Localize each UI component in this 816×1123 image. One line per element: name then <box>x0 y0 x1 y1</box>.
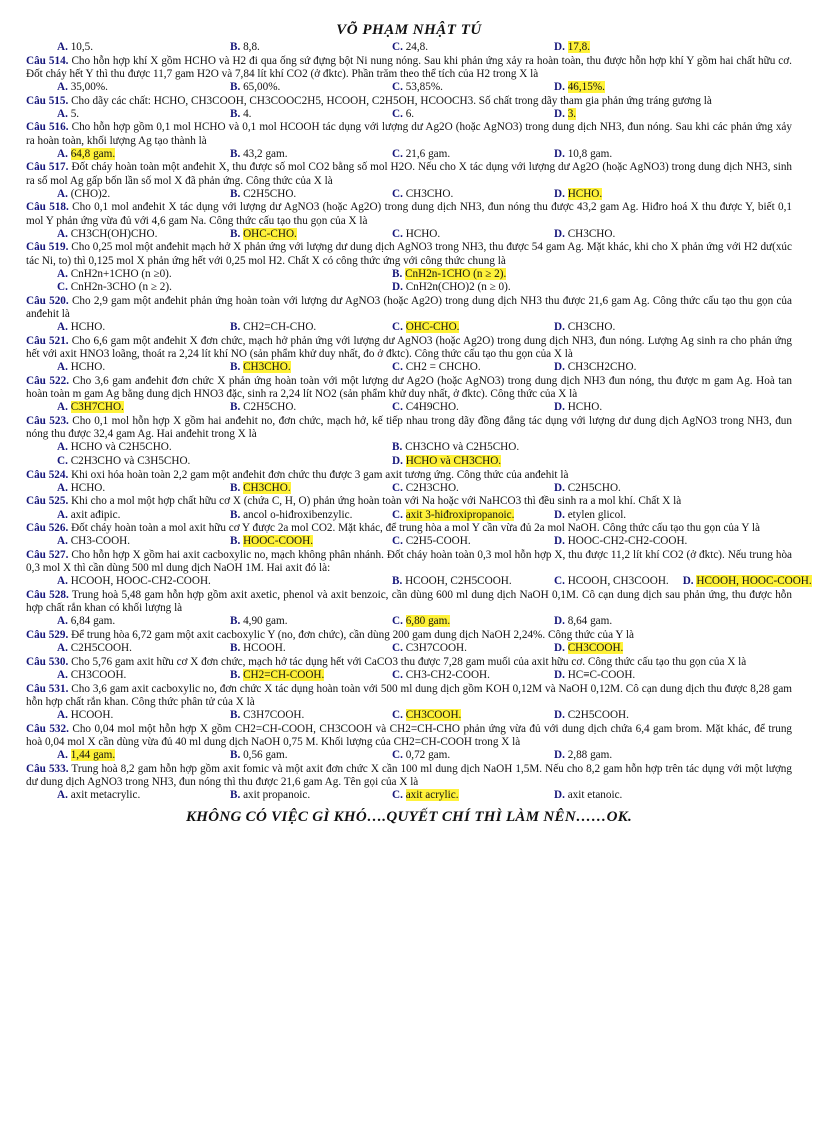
options-row <box>26 615 792 629</box>
option-d: D. C2H5COOH. <box>554 708 629 721</box>
options-row <box>26 321 792 335</box>
option-d: D. 10,8 gam. <box>554 147 613 160</box>
question-text: Cho 0,1 mol anđehit X tác dụng với lượng dư AgNO3 (hoặc Ag2O) trong dung dịch NH3, đun nóng thu được 43,2 gam Ag. Hiđro hoá X thu được Y, biết 0,1 mol Y phản ứng vừa đủ với 4,6 gam Na. Công thức cấu tạo thu gọn của X là <box>26 201 793 227</box>
question-number: Câu 517. <box>26 161 69 174</box>
option-c: C. axit acrylic. <box>392 788 459 801</box>
question-528 <box>26 589 792 615</box>
option-d: D. 17,8. <box>554 41 591 53</box>
option-d: D. 3. <box>554 107 577 120</box>
option-b: B. 8,8. <box>230 41 260 53</box>
option-c: C. axit 3-hiđroxipropanoic. <box>392 508 515 521</box>
option-c: C. CnH2n-3CHO (n ≥ 2). <box>57 281 172 294</box>
option-a: A. axit ađipic. <box>57 508 121 521</box>
option-b: B. 4. <box>230 107 252 120</box>
option-c: C. CH2 = CHCHO. <box>392 361 481 374</box>
option-c: C. C3H7COOH. <box>392 642 467 655</box>
option-d: D. 46,15%. <box>554 81 605 93</box>
options-row <box>26 108 792 122</box>
question-text: Cho 2,9 gam một anđehit phản ứng hoàn toàn với lượng dư AgNO3 (hoặc Ag2O) trong dung dịch NH3 thu được 21,6 gam Ag. Công thức cấu tạo thu gọn của anđehit là <box>26 294 792 321</box>
option-b: B. C2H5CHO. <box>230 401 297 414</box>
question-list <box>26 54 812 803</box>
option-d: D. CH3CHO. <box>554 321 616 334</box>
question-text: Đốt cháy hoàn toàn a mol axit hữu cơ Y được 2a mol CO2. Mặt khác, để trung hòa a mol Y cần vừa đủ 2a mol NaOH. Công thức cấu tạo thu gọn của Y là <box>71 522 760 535</box>
question-text: Cho 3,6 gam anđehit đơn chức X phản ứng hoàn toàn với một lượng dư Ag2O (hoặc AgNO3) trong dung dịch NH3 đun nóng, thu được m gam Ag. Hoà tan hoàn toàn m gam Ag bằng dung dịch HNO3 đặc, sinh ra 2,24 lít NO2 (sản phẩm khử duy nhất, ở đktc). Công thức của X là <box>26 374 792 401</box>
option-b: B. CH2=CH-COOH. <box>230 668 325 681</box>
question-text: Để trung hòa 6,72 gam một axit cacboxylic Y (no, đơn chức), cần dùng 200 gam dung dịch NaOH 2,24%. Công thức của Y là <box>71 628 634 641</box>
question-text: Cho hỗn hợp khí X gồm HCHO và H2 đi qua ống sứ đựng bột Ni nung nóng. Sau khi phản ứng xảy ra hoàn toàn, thu được hỗn hợp khí Y gồm hai chất hữu cơ. Đốt cháy hết Y thì thu được 11,7 gam H2O và 7,84 lít khí CO2 (ở đktc). Phần trăm theo thể tích của H2 trong X là <box>26 54 792 80</box>
question-533 <box>26 763 792 789</box>
question-number: Câu 530. <box>26 655 69 668</box>
options-row <box>26 148 792 162</box>
option-a: A. HCOOH, HOOC-CH2-COOH. <box>57 575 211 588</box>
options-row <box>26 81 792 95</box>
question-number: Câu 526. <box>26 522 69 535</box>
option-b: B. 4,90 gam. <box>230 615 288 628</box>
options-cd <box>554 575 812 589</box>
option-a: A. 35,00%. <box>57 81 108 93</box>
option-b: B. C2H5CHO. <box>230 187 297 200</box>
option-b: B. OHC-CHO. <box>230 227 297 240</box>
option-c: C. HCHO. <box>392 227 441 240</box>
option-b: B. CH2=CH-CHO. <box>230 321 317 334</box>
question-number: Câu 519. <box>26 241 69 254</box>
option-a: A. HCHO. <box>57 321 106 334</box>
option-c: C. C2H5-COOH. <box>392 535 471 548</box>
options-row <box>26 709 792 723</box>
option-b: B. 43,2 gam. <box>230 147 288 160</box>
question-number: Câu 533. <box>26 762 69 775</box>
question-522 <box>26 375 792 401</box>
options-row <box>26 441 792 455</box>
option-d: D. etylen glicol. <box>554 508 627 521</box>
options-row <box>26 401 792 415</box>
question-text: Khi oxi hóa hoàn toàn 2,2 gam một anđehit đơn chức thu được 3 gam axit tương ứng. Công thức của anđehit là <box>71 468 569 481</box>
option-c: C. C4H9CHO. <box>392 401 459 414</box>
option-a: A. axit metacrylic. <box>57 788 141 801</box>
option-c: C. HCOOH, CH3COOH. <box>554 575 669 588</box>
option-d: D. C2H5CHO. <box>554 481 621 494</box>
options-row <box>26 482 792 496</box>
option-d: D. CH3CHO. <box>554 227 616 240</box>
option-c: C. C2H3CHO. <box>392 481 459 494</box>
question-517 <box>26 161 792 187</box>
option-a: A. 64,8 gam. <box>57 147 116 160</box>
option-c: C. 6,80 gam. <box>392 615 451 628</box>
option-d: D. CH3COOH. <box>554 642 624 655</box>
option-c: C. C2H3CHO và C3H5CHO. <box>57 454 191 467</box>
option-b: B. CH3CHO. <box>230 361 291 374</box>
question-number: Câu 521. <box>26 334 69 347</box>
options-row <box>26 361 792 375</box>
option-c: C. CH3CHO. <box>392 187 454 200</box>
page-header: VÕ PHẠM NHẬT TÚ <box>336 22 482 38</box>
question-text: Cho 5,76 gam axit hữu cơ X đơn chức, mạch hở tác dụng hết với CaCO3 thu được 7,28 gam muối của axit hữu cơ. Công thức cấu tạo thu gọn của X là <box>71 655 747 668</box>
question-number: Câu 527. <box>26 548 69 561</box>
option-a: A. (CHO)2. <box>57 187 111 200</box>
question-526 <box>26 522 792 535</box>
question-number: Câu 514. <box>26 54 69 67</box>
question-number: Câu 515. <box>26 94 69 107</box>
question-text: Đốt cháy hoàn toàn một anđehit X, thu được số mol CO2 bằng số mol H2O. Nếu cho X tác dụng với lượng dư Ag2O (hoặc AgNO3) trong dung dịch NH3, sinh ra số mol Ag gấp bốn lần số mol X đã phản ứng. Công thức của X là <box>26 161 793 187</box>
option-d: D. CH3CH2CHO. <box>554 361 637 374</box>
question-516 <box>26 121 792 147</box>
option-a: A. HCHO. <box>57 481 106 494</box>
option-a: A. 6,84 gam. <box>57 615 116 628</box>
question-number: Câu 518. <box>26 201 69 214</box>
question-number: Câu 528. <box>26 588 69 601</box>
options-row <box>26 535 792 549</box>
question-text: Cho 3,6 gam axit cacboxylic no, đơn chức X tác dụng hoàn toàn với 500 ml dung dịch gồm KOH 0,12M và NaOH 0,12M. Cô cạn dung dịch thu được 8,28 gam hỗn hợp chất rắn khan. Công thức phân tử của X là <box>26 682 792 708</box>
option-b: B. axit propanoic. <box>230 788 311 801</box>
page-footer: KHÔNG CÓ VIỆC GÌ KHÓ….QUYẾT CHÍ THÌ LÀM NÊN……OK. <box>185 808 633 825</box>
question-text: Cho 0,04 mol một hỗn hợp X gồm CH2=CH-COOH, CH3COOH và CH2=CH-CHO phản ứng vừa đủ với dung dịch chứa 6,4 gam brom. Mặt khác, để trung hoà 0,04 mol X cần dùng vừa đủ 40 ml dung dịch NaOH 0,75 M. Khối lượng của CH2=CH-COOH trong X là <box>26 722 793 748</box>
option-a: A. HCHO. <box>57 361 106 374</box>
question-number: Câu 524. <box>26 468 69 481</box>
option-c: C. 21,6 gam. <box>392 147 451 160</box>
option-a: A. 5. <box>57 107 80 120</box>
options-row <box>26 509 792 523</box>
option-b: B. 65,00%. <box>230 81 281 93</box>
option-a: A. 1,44 gam. <box>57 748 116 761</box>
options-row <box>26 268 792 282</box>
options-row <box>26 642 792 656</box>
option-a: A. C2H5COOH. <box>57 642 132 655</box>
question-515 <box>26 95 792 108</box>
options-row <box>26 281 792 295</box>
question-number: Câu 520. <box>26 294 69 307</box>
option-b: B. CH3CHO. <box>230 481 291 494</box>
option-a: A. 10,5. <box>57 41 94 53</box>
question-532 <box>26 723 792 749</box>
question-number: Câu 525. <box>26 495 69 508</box>
question-529 <box>26 629 792 642</box>
option-c: C. 53,85%. <box>392 81 443 93</box>
options-row <box>26 188 792 202</box>
question-520 <box>26 295 792 321</box>
question-number: Câu 522. <box>26 374 70 387</box>
option-c: C. CH3-CH2-COOH. <box>392 668 490 681</box>
question-524 <box>26 469 792 482</box>
question-514 <box>26 55 792 81</box>
option-b: B. C3H7COOH. <box>230 708 305 721</box>
question-number: Câu 516. <box>26 121 69 134</box>
option-b: B. ancol o-hiđroxibenzylic. <box>230 508 353 521</box>
question-531 <box>26 683 792 709</box>
question-518 <box>26 201 792 227</box>
option-a: A. CH3-COOH. <box>57 535 131 548</box>
question-525 <box>26 495 792 508</box>
option-b: B. CnH2n-1CHO (n ≥ 2). <box>392 267 507 280</box>
option-a: A. C3H7CHO. <box>57 401 124 414</box>
question-text: Cho hỗn hợp X gồm hai axit cacboxylic no, mạch không phân nhánh. Đốt cháy hoàn toàn 0,3 mol hỗn hợp X, thu được 11,2 lít khí CO2 (ở đktc). Nếu trung hòa 0,3 mol X thì cần dùng 500 ml dung dịch NaOH 1M. Hai axit đó là: <box>26 548 793 575</box>
options-row <box>26 455 792 469</box>
option-b: B. HCOOH. <box>230 642 286 655</box>
options-prev-question <box>26 41 792 55</box>
question-523 <box>26 415 792 441</box>
option-d: D. CnH2n(CHO)2 (n ≥ 0). <box>392 281 511 294</box>
option-d: D. 2,88 gam. <box>554 748 613 761</box>
options-row <box>26 575 812 589</box>
options-row <box>26 669 792 683</box>
option-a: A. HCOOH. <box>57 708 114 721</box>
option-d: D. HOOC-CH2-CH2-COOH. <box>554 535 688 548</box>
option-b: B. CH3CHO và C2H5CHO. <box>392 441 520 454</box>
option-b: B. 0,56 gam. <box>230 748 288 761</box>
option-d: D. HCHO. <box>554 401 603 414</box>
question-text: Cho hỗn hợp gồm 0,1 mol HCHO và 0,1 mol HCOOH tác dụng với lượng dư Ag2O (hoặc AgNO3) trong dung dịch NH3, đun nóng. Sau khi các phản ứng xảy ra hoàn toàn, khối lượng Ag tạo thành là <box>26 121 792 147</box>
question-519 <box>26 241 792 267</box>
option-d: D. axit etanoic. <box>554 788 623 801</box>
option-a: A. CnH2n+1CHO (n ≥0). <box>57 267 172 280</box>
question-text: Cho 0,25 mol một anđehit mạch hở X phản ứng với lượng dư dung dịch AgNO3 trong NH3, thu được 54 gam Ag. Mặt khác, khi cho X phản ứng với H2 dư(xúc tác Ni, to) thì 0,125 mol X phản ứng hết với 0,25 mol H2. Chất X có công thức ứng với công thức chung là <box>26 241 792 267</box>
question-number: Câu 531. <box>26 682 69 695</box>
options-row <box>26 228 792 242</box>
option-c: C. CH3COOH. <box>392 708 462 721</box>
option-c: C. 6. <box>392 107 415 120</box>
question-text: Cho dãy các chất: HCHO, CH3COOH, CH3COOC2H5, HCOOH, C2H5OH, HCOOCH3. Số chất trong dãy tham gia phản ứng tráng gương là <box>71 94 712 107</box>
option-a: A. CH3CH(OH)CHO. <box>57 227 158 240</box>
document-page <box>26 22 812 826</box>
question-text: Trung hoà 5,48 gam hỗn hợp gồm axit axetic, phenol và axit benzoic, cần dùng 600 ml dung dịch NaOH 0,1M. Cô cạn dung dịch sau phản ứng, thu được hỗn hợp chất rắn khan có khối lượng là <box>26 588 792 615</box>
question-number: Câu 529. <box>26 628 69 641</box>
option-d: D. HC≡C-COOH. <box>554 668 636 681</box>
option-c: C. OHC-CHO. <box>392 321 460 334</box>
question-text: Khi cho a mol một hợp chất hữu cơ X (chứa C, H, O) phản ứng hoàn toàn với Na hoặc với NaHCO3 thì đều sinh ra a mol khí. Chất X là <box>71 495 682 508</box>
option-b: B. HOOC-COOH. <box>230 535 313 548</box>
question-text: Cho 0,1 mol hỗn hợp X gồm hai anđehit no, đơn chức, mạch hở, kế tiếp nhau trong dãy đồng đẳng tác dụng với lượng dư dung dịch AgNO3 trong NH3, đun nóng thu được 32,4 gam Ag. Hai anđehit trong X là <box>26 414 792 441</box>
options-row <box>26 749 792 763</box>
option-d: D. 8,64 gam. <box>554 615 613 628</box>
options-row <box>26 789 792 803</box>
question-text: Cho 6,6 gam một anđehit X đơn chức, mạch hở phản ứng với lượng dư AgNO3 (hoặc Ag2O) trong dung dịch NH3, đun nóng. Lượng Ag sinh ra cho phản ứng hết với axit HNO3 loãng, thoát ra 2,24 lít khí NO (sản phẩm khử duy nhất, đo ở đktc). Công thức cấu tạo thu gọn của X là <box>26 334 793 361</box>
question-530 <box>26 656 792 669</box>
question-text: Trung hoà 8,2 gam hỗn hợp gồm axit fomic và một axit đơn chức X cần 100 ml dung dịch NaOH 1,5M. Nếu cho 8,2 gam hỗn hợp trên tác dụng với một lượng dư dung dịch AgNO3 trong NH3, đun nóng thì thu được 21,6 gam Ag. Tên gọi của X là <box>26 762 792 788</box>
option-d: D. HCOOH, HOOC-COOH. <box>682 575 812 588</box>
option-b: B. HCOOH, C2H5COOH. <box>392 575 512 588</box>
option-a: A. CH3COOH. <box>57 668 127 681</box>
option-d: D. HCHO và CH3CHO. <box>392 454 502 467</box>
option-c: C. 0,72 gam. <box>392 748 451 761</box>
option-a: A. HCHO và C2H5CHO. <box>57 441 172 454</box>
option-c: C. 24,8. <box>392 41 429 53</box>
question-number: Câu 523. <box>26 414 69 427</box>
option-d: D. HCHO. <box>554 187 603 200</box>
question-521 <box>26 335 792 361</box>
question-527 <box>26 549 792 575</box>
question-number: Câu 532. <box>26 722 69 735</box>
